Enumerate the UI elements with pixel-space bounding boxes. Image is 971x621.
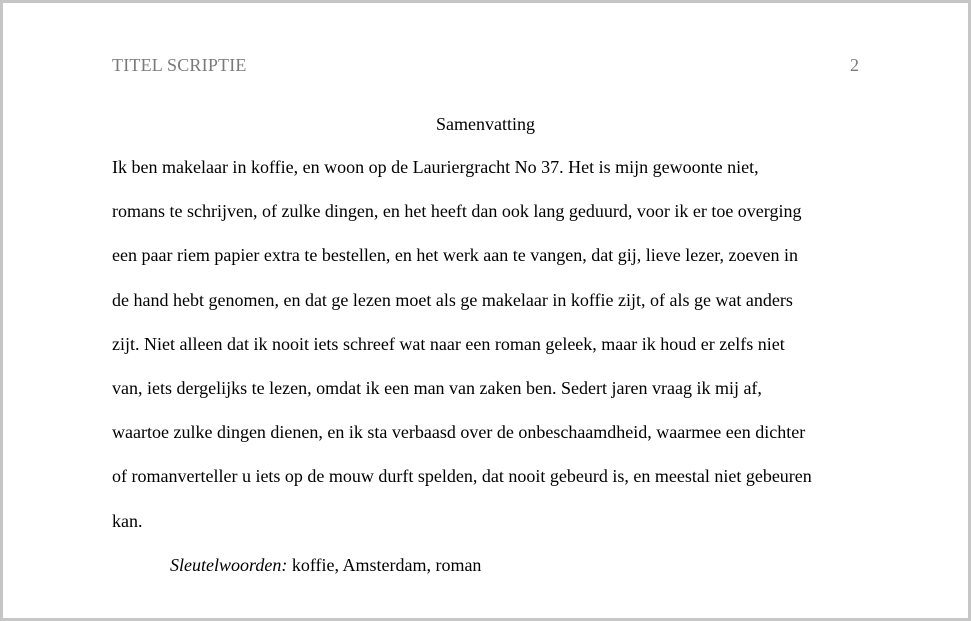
abstract-line: een paar riem papier extra te bestellen, en het werk aan te vangen, dat gij, lieve lezer, zoeven in [112, 245, 798, 266]
abstract-title: Samenvatting [436, 114, 535, 134]
abstract-line: of romanverteller u iets op de mouw durft spelden, dat nooit gebeurd is, en meestal niet gebeuren [112, 466, 812, 487]
abstract-line: kan. [112, 510, 143, 531]
page-number: 2 [850, 55, 859, 75]
abstract-line: waartoe zulke dingen dienen, en ik sta verbaasd over de onbeschaamdheid, waarmee een dichter [112, 422, 806, 443]
abstract-paragraph [112, 145, 864, 543]
abstract-line: van, iets dergelijks te lezen, omdat ik een man van zaken ben. Sedert jaren vraag ik mij af, [112, 378, 762, 399]
running-head: TITEL SCRIPTIE [112, 55, 247, 75]
abstract-line: Ik ben makelaar in koffie, en woon op de Lauriergracht No 37. Het is mijn gewoonte niet, [112, 157, 759, 177]
abstract-line: romans te schrijven, of zulke dingen, en het heeft dan ook lang geduurd, voor ik er toe overging [112, 201, 802, 222]
keywords [170, 543, 481, 587]
abstract-line: de hand hebt genomen, en dat ge lezen moet als ge makelaar in koffie zijt, of als ge wat anders [112, 289, 793, 310]
keywords-label: Sleutelwoorden: [170, 555, 288, 575]
keywords-value: koffie, Amsterdam, roman [291, 555, 482, 575]
abstract-line: zijt. Niet alleen dat ik nooit iets schreef wat naar een roman geleek, maar ik houd er zelfs niet [112, 333, 785, 354]
page-header [112, 55, 859, 79]
